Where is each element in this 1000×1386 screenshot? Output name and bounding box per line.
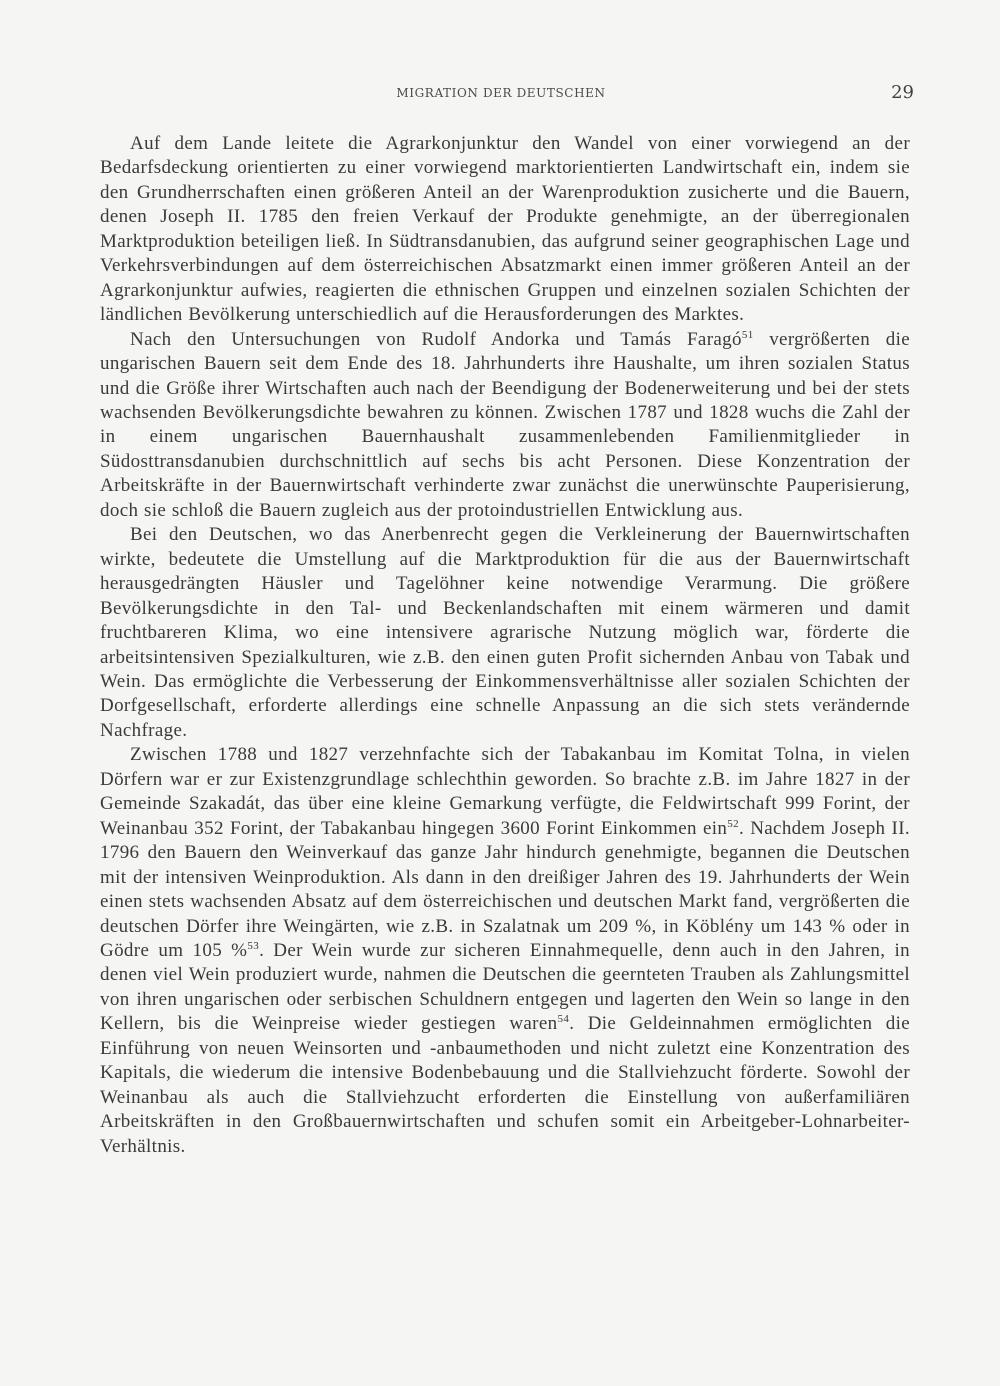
paragraph [100, 328, 910, 524]
paragraph [100, 743, 910, 1159]
running-title: MIGRATION DER DEUTSCHEN [396, 86, 606, 100]
footnote-ref: 51 [741, 328, 754, 341]
paragraph [100, 523, 910, 743]
text-run: Nach den Untersuchungen von Rudolf Andorka und Tamás Faragó [130, 328, 742, 350]
footnote-ref: 52 [727, 817, 739, 830]
paragraph [100, 132, 910, 328]
footnote-ref: 54 [557, 1013, 570, 1026]
footnote-ref: 53 [247, 939, 260, 952]
text-run: Bei den Deutschen, wo das Anerbenrecht gegen die Verkleinerung der Bauernwirtschaften wirkte, bedeutete die Umstellung auf die Marktproduktion für die aus der Bauernwirtschaft herausgedrängten Häusler und Tagelöhner keine notwendige Verarmung. Die größere Bevölkerungsdichte in den Tal- und Beckenlandschaften mit einem wärmeren und damit fruchtbareren Klima, wo eine intensivere agrarische Nutzung möglich war, förderte die arbeitsintensiven Spezialkulturen, wie z.B. den einen guten Profit sichernden Anbau von Tabak und Wein. Das ermöglichte die Verbesserung der Einkommensverhältnisse aller sozialen Schichten der Dorfgesellschaft, erforderte allerdings eine schnelle Anpassung an die sich stets verändernde Nachfrage. [100, 524, 910, 741]
body-text [100, 132, 910, 1159]
text-run: . Nachdem Joseph II. 1796 den Bauern den Weinverkauf das ganze Jahr hindurch genehmigte, begannen die Deutschen mit der intensiven Weinproduktion. Als dann in den dreißiger Jahren des 19. Jahrhunderts der Wein einen stets wachsenden Absatz auf dem österreichischen und deutschen Markt fand, vergrößerten die deutschen Dörfer ihre Weingärten, wie z.B. in Szalatnak um 209 %, in Köblény um 143 % oder in Gödre um 105 % [100, 817, 910, 961]
text-run: vergrößerten die ungarischen Bauern seit dem Ende des 18. Jahrhunderts ihre Haushalte, um ihren sozialen Status und die Größe ihrer Wirtschaften auch nach der Beendigung der Bodenerweiterung und bei der stets wachsenden Bevölkerungsdichte bewahren zu können. Zwischen 1787 und 1828 wuchs die Zahl der in einem ungarischen Bauernhaushalt zusammenlebenden Familienmitglieder in Südosttransdanubien durchschnittlich auf sechs bis acht Personen. Diese Konzentration der Arbeitskräfte in der Bauernwirtschaft verhinderte zwar zunächst die unerwünschte Pauperisierung, doch sie schloß die Bauern zugleich aus der protoindustriellen Entwicklung aus. [100, 328, 910, 521]
text-run: Zwischen 1788 und 1827 verzehnfachte sich der Tabakanbau im Komitat Tolna, in vielen Dörfern war er zur Existenzgrundlage schlechthin geworden. So brachte z.B. im Jahre 1827 in der Gemeinde Szakadát, das über eine kleine Gemarkung verfügte, die Feldwirtschaft 999 Forint, der Weinanbau 352 Forint, der Tabakanbau hingegen 3600 Forint Einkommen ein [100, 744, 910, 839]
page-number: 29 [891, 82, 914, 103]
text-run: Auf dem Lande leitete die Agrarkonjunktur den Wandel von einer vorwiegend an der Bedarfsdeckung orientierten zu einer vorwiegend marktorientierten Landwirtschaft ein, indem sie den Grundherrschaften einen größeren Anteil an der Warenproduktion zusicherte und die Bauern, denen Joseph II. 1785 den freien Verkauf der Produkte genehmigte, an der überregionalen Marktproduktion beteiligen ließ. In Südtransdanubien, das aufgrund seiner geographischen Lage und Verkehrsverbindungen auf dem österreichischen Absatzmarkt einen immer größeren Anteil an der Agrarkonjunktur aufwies, reagierten die ethnischen Gruppen und einzelnen sozialen Schichten der ländlichen Bevölkerung unterschiedlich auf die Herausforderungen des Marktes. [100, 133, 910, 326]
text-run: . Der Wein wurde zur sicheren Einnahmequelle, denn auch in den Jahren, in denen viel Wein produziert wurde, nahmen die Deutschen die geernteten Trauben als Zahlungsmittel von ihren ungarischen oder serbischen Schuldnern entgegen und lagerten den Wein so lange in den Kellern, bis die Weinpreise wieder gestiegen waren [100, 939, 910, 1035]
text-run: . Die Geldeinnahmen ermöglichten die Einführung von neuen Weinsorten und -anbaumethoden und nicht zuletzt eine Konzentration des Kapitals, die wiederum die intensive Bodenbebauung und die Stallviehzucht förderte. Sowohl der Weinanbau als auch die Stallviehzucht erforderten die Einstellung von außerfamiliären Arbeitskräften in den Großbauernwirtschaften und schufen somit ein Arbeitgeber-Lohnarbeiter-Verhältnis. [100, 1013, 910, 1157]
